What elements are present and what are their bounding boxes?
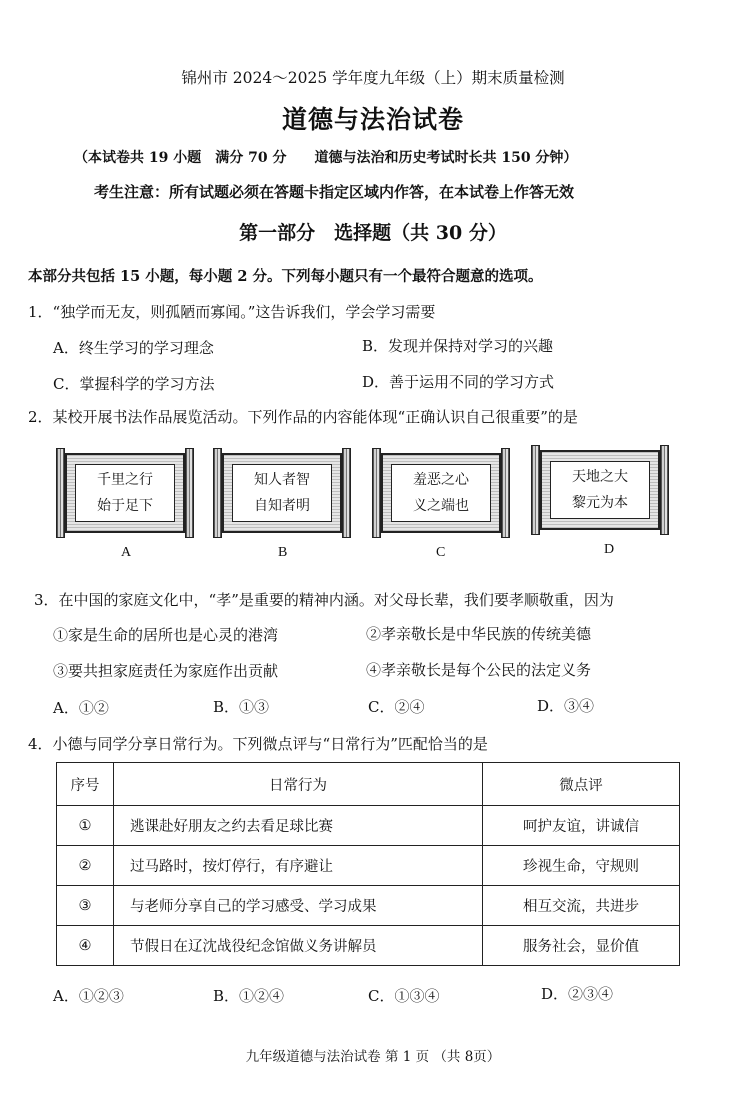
- scroll-c-line2: 义之端也: [413, 498, 469, 514]
- table-header-comment: 微点评: [483, 763, 680, 806]
- q4-option-d: D．②③④: [541, 985, 614, 1003]
- q3-option-a: A．①②: [53, 699, 109, 717]
- q1-option-a: A．终生学习的学习理念: [53, 339, 214, 357]
- page-footer: 九年级道德与法治试卷 第 1 页 （共 8页）: [245, 1049, 501, 1065]
- section-instructions: 本部分共包括 15 小题，每小题 2 分。下列每小题只有一个最符合题意的选项。: [28, 268, 543, 285]
- page-title: 道德与法治试卷: [281, 105, 464, 134]
- table-cell-number: ①: [57, 806, 114, 846]
- exam-line: 锦州市 2024～2025 学年度九年级（上）期末质量检测: [181, 69, 565, 87]
- q3-stem: 3．在中国的家庭文化中，“孝”是重要的精神内涵。对父母长辈，我们要孝顺敬重，因为: [34, 591, 614, 609]
- q3-option-b: B．①③: [213, 698, 270, 716]
- table-row: [57, 886, 680, 926]
- scroll-b-line1: 知人者智: [254, 472, 310, 488]
- q3-statement-3: ③要共担家庭责任为家庭作出贡献: [53, 662, 279, 680]
- q3-statement-4: ④孝亲敬长是每个公民的法定义务: [366, 661, 592, 679]
- q3-statement-1: ①家是生命的居所也是心灵的港湾: [53, 626, 279, 644]
- behavior-table: [56, 762, 680, 966]
- scroll-a-line1: 千里之行: [97, 472, 153, 488]
- table-header-row: [57, 763, 680, 806]
- calligraphy-scroll-b: [213, 448, 351, 538]
- table-cell-comment: 珍视生命，守规则: [483, 846, 680, 886]
- scroll-label-c: C: [436, 545, 446, 560]
- q3-option-c: C．②④: [368, 698, 425, 716]
- table-row: [57, 846, 680, 886]
- table-cell-behavior: 与老师分享自己的学习感受、学习成果: [114, 886, 483, 926]
- calligraphy-scroll-a: [56, 448, 194, 538]
- calligraphy-scroll-d: [531, 445, 669, 535]
- table-cell-behavior: 节假日在辽沈战役纪念馆做义务讲解员: [114, 926, 483, 966]
- table-cell-behavior: 过马路时，按灯停行，有序避让: [114, 846, 483, 886]
- table-header-behavior: 日常行为: [114, 763, 483, 806]
- scroll-label-b: B: [278, 545, 288, 560]
- table-cell-number: ④: [57, 926, 114, 966]
- scroll-d-line2: 黎元为本: [572, 495, 628, 511]
- scroll-c-line1: 羞恶之心: [413, 472, 469, 488]
- q4-option-c: C．①③④: [368, 987, 440, 1005]
- q2-stem: 2．某校开展书法作品展览活动。下列作品的内容能体现“正确认识自己很重要”的是: [28, 408, 578, 426]
- scroll-d-line1: 天地之大: [572, 469, 628, 485]
- q3-statement-2: ②孝亲敬长是中华民族的传统美德: [366, 625, 592, 643]
- calligraphy-scroll-c: [372, 448, 510, 538]
- q3-option-d: D．③④: [537, 697, 595, 715]
- scroll-b-line2: 自知者明: [254, 498, 310, 514]
- exam-info: （本试卷共 19 小题 满分 70 分 道德与法治和历史考试时长共 150 分钟）: [74, 150, 578, 166]
- table-row: [57, 806, 680, 846]
- q1-option-d: D．善于运用不同的学习方式: [362, 373, 555, 391]
- q4-option-b: B．①②④: [213, 987, 285, 1005]
- table-header-number: 序号: [57, 763, 114, 806]
- section-title: 第一部分 选择题（共 30 分）: [239, 222, 507, 244]
- scroll-label-d: D: [604, 542, 615, 557]
- q4-stem: 4．小德与同学分享日常行为。下列微点评与“日常行为”匹配恰当的是: [28, 735, 488, 753]
- table-cell-comment: 相互交流，共进步: [483, 886, 680, 926]
- table-cell-comment: 呵护友谊，讲诚信: [483, 806, 680, 846]
- table-cell-comment: 服务社会，显价值: [483, 926, 680, 966]
- table-cell-behavior: 逃课赴好朋友之约去看足球比赛: [114, 806, 483, 846]
- table-cell-number: ③: [57, 886, 114, 926]
- exam-notice: 考生注意：所有试题必须在答题卡指定区域内作答，在本试卷上作答无效: [94, 183, 575, 201]
- q1-option-b: B．发现并保持对学习的兴趣: [362, 337, 554, 355]
- table-row: [57, 926, 680, 966]
- q1-stem: 1．“独学而无友，则孤陋而寡闻。”这告诉我们，学会学习需要: [28, 303, 436, 321]
- table-cell-number: ②: [57, 846, 114, 886]
- q4-option-a: A．①②③: [53, 987, 124, 1005]
- scroll-a-line2: 始于足下: [97, 498, 153, 514]
- q1-option-c: C．掌握科学的学习方法: [53, 375, 215, 393]
- scroll-label-a: A: [121, 545, 132, 560]
